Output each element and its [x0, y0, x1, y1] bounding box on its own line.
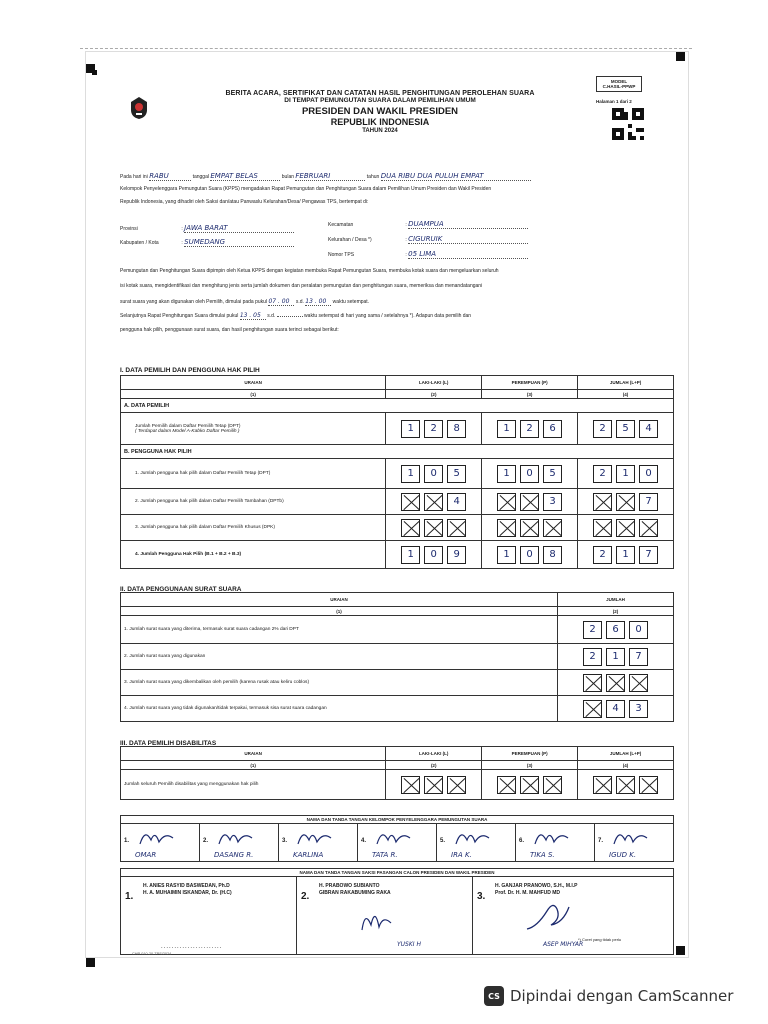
regency-label: Kabupaten / Kota	[120, 240, 159, 246]
day-value: RABU	[149, 172, 169, 180]
footnote: *) Coret yang tidak perlu	[578, 937, 622, 942]
district-label: Kecamatan	[328, 222, 354, 228]
candidate-1-cell	[121, 877, 297, 955]
digit-box: 1	[497, 465, 516, 483]
body-p1: Pemungutan dan Penghitungan Suara dipimpin oleh Ketua KPPS dengan kegiatan membuka Rapat Pemungutan Suara, membuka kotak suara dan mengeluarkan seluruh	[120, 268, 499, 274]
camscanner-logo-icon: CS	[484, 986, 504, 1006]
crossed-digit-box	[520, 493, 539, 511]
col-male: LAKI-LAKI (L)	[386, 376, 482, 390]
digit-group	[561, 674, 670, 692]
district-value: DUAMPUA	[408, 220, 444, 228]
crossed-digit-box	[593, 519, 612, 537]
date-label: tanggal	[192, 174, 209, 180]
camscanner-label: Dipindai dengan CamScanner	[510, 987, 734, 1005]
village-value: CIGURUIK	[408, 235, 443, 243]
col-index: (4)	[578, 390, 674, 399]
camscanner-watermark	[484, 986, 733, 1006]
digit-box: 2	[593, 420, 612, 438]
header-line-5: TAHUN 2024	[362, 128, 398, 134]
row-b3-label: 3. Jumlah pengguna hak pilih dalam Daftar Pemilih Khusus (DPK)	[121, 515, 386, 541]
kpu-logo-icon	[130, 96, 148, 120]
col-female: PEREMPUAN (P)	[482, 376, 578, 390]
kpps-number: 7.	[598, 838, 604, 844]
crossed-digit-box	[447, 776, 466, 794]
month-label: bulan	[281, 174, 294, 180]
digit-box: 4	[447, 493, 466, 511]
section-3-table	[120, 746, 674, 800]
section-2-table	[120, 592, 674, 722]
corner-marker	[676, 946, 685, 955]
signature-table	[120, 815, 674, 862]
digit-box: 9	[447, 546, 466, 564]
body-p3-text: surat suara yang akan digunakan oleh Pemilih, dimulai pada pukul	[120, 299, 268, 305]
corner-marker	[92, 70, 97, 75]
kpps-number: 3.	[282, 838, 288, 844]
regency-value: SUMEDANG	[184, 238, 226, 246]
digit-group	[389, 493, 478, 511]
handwritten-signature-icon	[532, 826, 572, 848]
page-label: Halaman 1 dari 2	[596, 99, 632, 104]
handwritten-signature-icon	[295, 826, 335, 848]
row-a1-note: ( Terdapat dalam Model A-Kabko Daftar Pemilih )	[135, 428, 240, 434]
kpps-number: 6.	[519, 838, 525, 844]
year-label: tahun	[366, 174, 380, 180]
kpps-signature-cell	[437, 824, 516, 862]
digit-box: 0	[424, 465, 443, 483]
row-b2-label: 2. Jumlah pengguna hak pilih dalam Daftar Pemilih Tambahan (DPTb)	[121, 489, 386, 515]
crossed-digit-box	[616, 519, 635, 537]
col-male: LAKI-LAKI (L)	[386, 747, 482, 761]
header-line-1: BERITA ACARA, SERTIFIKAT DAN CATATAN HASIL PENGHITUNGAN PEROLEHAN SUARA	[225, 90, 535, 97]
candidate-3-president: H. GANJAR PRANOWO, S.H., M.I.P	[495, 883, 578, 889]
digit-box: 1	[606, 648, 625, 666]
col-uraian: URAIAN	[121, 593, 558, 607]
candidate-2-signature-icon	[357, 905, 397, 935]
body-p4-end: waktu setempat di hari yang sama / setelahnya *). Adapun data pemilih dan	[304, 313, 472, 319]
col-total: JUMLAH (L+P)	[578, 747, 674, 761]
digit-box: 6	[543, 420, 562, 438]
digit-group	[389, 420, 478, 438]
digit-group	[389, 776, 478, 794]
end-time: 13 . 00	[305, 298, 327, 305]
kpps-signature-title: NAMA DAN TANDA TANGAN KELOMPOK PENYELENGGARA PEMUNGUTAN SUARA	[121, 816, 674, 824]
body-p3-sd: s.d.	[295, 299, 304, 305]
candidate-3-witness: ASEP MIHYAR	[543, 941, 584, 948]
body-p3	[120, 298, 369, 306]
crossed-digit-box	[424, 776, 443, 794]
digit-box: 7	[639, 493, 658, 511]
col-index: (4)	[578, 761, 674, 770]
crossed-digit-box	[593, 493, 612, 511]
body-p4-text: Selanjutnya Rapat Penghitungan Suara dimulai pukul	[120, 313, 239, 319]
digit-box: 0	[520, 465, 539, 483]
village-row: Kelurahan / Desa *) : CIGURUIK	[328, 235, 528, 244]
candidate-1-number: 1.	[125, 891, 134, 902]
digit-box: 8	[447, 420, 466, 438]
crossed-digit-box	[497, 776, 516, 794]
kpps-signature-cell	[279, 824, 358, 862]
crossed-digit-box	[497, 519, 516, 537]
crossed-digit-box	[593, 776, 612, 794]
intro-text-1: Kelompok Penyelenggara Pemungutan Suara (KPPS) mengadakan Rapat Pemungutan dan Penghitungan Suara dalam Pemilihan Umum Presiden dan Wakil Presiden	[120, 186, 492, 192]
candidate-2-vice: GIBRAN RAKABUMING RAKA	[319, 890, 391, 896]
col-index: (2)	[386, 390, 482, 399]
body-p2: isi kotak suara, mengidentifikasi dan menghitung jenis serta jumlah dokumen dan peralatan pemungutan dan penghitungan suara, memeriksa dan menandatangani	[120, 283, 483, 289]
digit-group	[485, 465, 574, 483]
header-line-4: REPUBLIK INDONESIA	[330, 117, 430, 127]
col-uraian: URAIAN	[121, 376, 386, 390]
digit-box: 1	[497, 546, 516, 564]
perforation-line	[80, 48, 692, 49]
digit-box: 2	[593, 546, 612, 564]
count-start-time: 13 . 05	[239, 312, 261, 319]
crossed-digit-box	[583, 700, 602, 718]
start-time: 07 . 00	[268, 298, 290, 305]
intro-text-2: Republik Indonesia, yang dihadiri oleh Saksi dan/atau Panwaslu Kelurahan/Desa/ Pengawas TPS, bertempat di:	[120, 199, 369, 205]
tps-row: Nomor TPS : 05 LIMA	[328, 250, 528, 259]
digit-group	[389, 519, 478, 537]
candidate-3-cell	[473, 877, 674, 955]
crossed-digit-box	[629, 674, 648, 692]
year-value: DUA RIBU DUA PULUH EMPAT	[380, 172, 484, 180]
corner-marker	[676, 52, 685, 61]
model-label: MODEL	[610, 79, 628, 84]
digit-group	[389, 546, 478, 564]
s2-row-2-label: 2. Jumlah surat suara yang digunakan	[121, 644, 558, 670]
kpps-name: IGUD K.	[609, 851, 637, 859]
model-box	[596, 76, 642, 92]
crossed-digit-box	[639, 519, 658, 537]
digit-box: 5	[543, 465, 562, 483]
digit-group	[581, 546, 670, 564]
crossed-digit-box	[616, 776, 635, 794]
kpps-number: 5.	[440, 838, 446, 844]
digit-group	[581, 519, 670, 537]
col-female: PEREMPUAN (P)	[482, 747, 578, 761]
corner-marker	[86, 958, 95, 967]
body-p4	[120, 312, 471, 320]
crossed-digit-box	[401, 776, 420, 794]
crossed-digit-box	[447, 519, 466, 537]
s2-row-1-label: 1. Jumlah surat suara yang diterima, termasuk surat suara cadangan 2% dari DPT	[121, 616, 558, 644]
kpps-signature-cell	[516, 824, 595, 862]
digit-group	[485, 776, 574, 794]
kpps-number: 4.	[361, 838, 367, 844]
kpps-name: KARLINA	[293, 851, 324, 859]
province-row: Provinsi : JAWA BARAT	[120, 224, 294, 233]
candidate-2-cell	[297, 877, 473, 955]
kpps-signature-cell	[121, 824, 200, 862]
s2-row-3-label: 3. Jumlah surat suara yang dikembalikan oleh pemilih (karena rusak atau keliru coblos)	[121, 670, 558, 696]
digit-box: 5	[447, 465, 466, 483]
candidate-2-president: H. PRABOWO SUBIANTO	[319, 883, 380, 889]
subsection-b-title: B. PENGGUNA HAK PILIH	[121, 445, 674, 459]
candidate-2-witness: YUSKI H	[397, 941, 421, 948]
digit-box: 2	[583, 648, 602, 666]
kpps-signature-cell	[595, 824, 674, 862]
crossed-digit-box	[616, 493, 635, 511]
s3-row-1-label: Jumlah seluruh Pemilih disabilitas yang menggunakan hak pilih	[121, 770, 386, 800]
village-label: Kelurahan / Desa *)	[328, 237, 372, 243]
col-index: (2)	[558, 607, 674, 616]
day-label: Pada hari ini	[120, 174, 148, 180]
digit-group	[581, 776, 670, 794]
col-index: (2)	[386, 761, 482, 770]
s2-row-4-label: 4. Jumlah surat suara yang tidak digunakan/tidak terpakai, termasuk sisa surat suara cadangan	[121, 696, 558, 722]
intro-line	[120, 172, 531, 181]
digit-group	[561, 700, 670, 718]
crossed-digit-box	[424, 493, 443, 511]
kpps-name: OMAR	[135, 851, 157, 859]
digit-box: 6	[606, 621, 625, 639]
digit-group	[561, 621, 670, 639]
digit-group	[485, 420, 574, 438]
digit-box: 1	[401, 465, 420, 483]
crossed-digit-box	[639, 776, 658, 794]
handwritten-signature-icon	[611, 826, 651, 848]
crossed-digit-box	[543, 776, 562, 794]
digit-box: 0	[629, 621, 648, 639]
handwritten-signature-icon	[216, 826, 256, 848]
district-row: Kecamatan : DUAMPUA	[328, 220, 528, 229]
document-header	[180, 90, 580, 134]
subsection-a-title: A. DATA PEMILIH	[121, 399, 674, 413]
digit-box: 7	[629, 648, 648, 666]
model-code: C.HASIL-PPWP	[602, 84, 636, 89]
digit-box: 2	[583, 621, 602, 639]
digit-box: 1	[497, 420, 516, 438]
candidate-2-number: 2.	[301, 891, 310, 902]
digit-box: 0	[520, 546, 539, 564]
candidate-3-vice: Prof. Dr. H. M. MAHFUD MD	[495, 890, 560, 896]
row-a1-label	[121, 413, 386, 445]
candidate-1-president: H. ANIES RASYID BASWEDAN, Ph.D	[143, 883, 230, 889]
kpps-name: IRA K.	[451, 851, 472, 859]
candidate-3-number: 3.	[477, 891, 486, 902]
col-total: JUMLAH	[558, 593, 674, 607]
col-index: (1)	[121, 390, 386, 399]
col-index: (3)	[482, 390, 578, 399]
crossed-digit-box	[401, 519, 420, 537]
digit-box: 1	[616, 465, 635, 483]
digit-group	[485, 519, 574, 537]
kpps-signature-cell	[358, 824, 437, 862]
candidate-1-vice: H. A. MUHAIMIN ISKANDAR, Dr. (H.C)	[143, 890, 232, 896]
candidate-3-signature-icon	[523, 897, 573, 935]
digit-box: 1	[401, 546, 420, 564]
handwritten-signature-icon	[137, 826, 177, 848]
digit-box: 2	[424, 420, 443, 438]
section-3-title: III. DATA PEMILIH DISABILITAS	[120, 740, 217, 747]
digit-box: 2	[593, 465, 612, 483]
province-value: JAWA BARAT	[184, 224, 228, 232]
body-p4-sd: s.d.	[267, 313, 276, 319]
digit-box: 0	[639, 465, 658, 483]
col-total: JUMLAH (L+P)	[578, 376, 674, 390]
digit-box: 4	[639, 420, 658, 438]
row-a1-text: Jumlah Pemilih dalam Daftar Pemilih Tetap (DPT)	[135, 423, 241, 429]
col-index: (1)	[121, 761, 386, 770]
kpps-name: DASANG R.	[214, 851, 254, 859]
crossed-digit-box	[497, 493, 516, 511]
crossed-digit-box	[520, 519, 539, 537]
row-b1-label: 1. Jumlah pengguna hak pilih dalam Daftar Pemilih Tetap (DPT)	[121, 459, 386, 489]
digit-box: 2	[520, 420, 539, 438]
qr-code-icon	[612, 108, 644, 140]
digit-group	[485, 493, 574, 511]
col-uraian: URAIAN	[121, 747, 386, 761]
header-line-2: DI TEMPAT PEMUNGUTAN SUARA DALAM PEMILIHAN UMUM	[284, 97, 476, 104]
section-1-title: I. DATA PEMILIH DAN PENGGUNA HAK PILIH	[120, 367, 260, 374]
kpps-signature-row	[121, 824, 674, 862]
kpps-name: TIKA S.	[530, 851, 555, 859]
crossed-digit-box	[520, 776, 539, 794]
digit-group	[561, 648, 670, 666]
crossed-digit-box	[606, 674, 625, 692]
body-p5: pengguna hak pilih, penggunaan surat suara, dan hasil penghitungan suara terinci sebagai berikut:	[120, 327, 339, 333]
handwritten-signature-icon	[374, 826, 414, 848]
tps-label: Nomor TPS	[328, 252, 355, 258]
digit-box: 0	[424, 546, 443, 564]
crossed-digit-box	[424, 519, 443, 537]
kpps-name: TATA R.	[372, 851, 398, 859]
kpps-number: 2.	[203, 838, 209, 844]
body-p3-end: waktu setempat.	[332, 299, 370, 305]
digit-group	[581, 493, 670, 511]
digit-box: 1	[401, 420, 420, 438]
date-value: EMPAT BELAS	[210, 172, 258, 180]
digit-box: 5	[616, 420, 635, 438]
month-value: FEBRUARI	[295, 172, 331, 180]
digit-box: 8	[543, 546, 562, 564]
tps-value: 05 LIMA	[408, 250, 437, 258]
candidate-1-blank: .......................	[161, 944, 223, 950]
crossed-digit-box	[543, 519, 562, 537]
digit-box: 7	[639, 546, 658, 564]
kpps-number: 1.	[124, 838, 130, 844]
crossed-digit-box	[583, 674, 602, 692]
province-label: Provinsi	[120, 226, 138, 232]
col-index: (1)	[121, 607, 558, 616]
section-2-title: II. DATA PENGGUNAAN SURAT SUARA	[120, 586, 242, 593]
digit-box: 3	[629, 700, 648, 718]
handwritten-signature-icon	[453, 826, 493, 848]
saksi-signature-title: NAMA DAN TANDA TANGAN SAKSI PASANGAN CALON PRESIDEN DAN WAKIL PRESIDEN	[121, 869, 674, 877]
header-line-3: PRESIDEN DAN WAKIL PRESIDEN	[301, 106, 459, 117]
crossed-digit-box	[401, 493, 420, 511]
regency-row: Kabupaten / Kota : SUMEDANG	[120, 238, 294, 247]
digit-group	[581, 420, 670, 438]
digit-group	[485, 546, 574, 564]
digit-group	[581, 465, 670, 483]
col-index: (3)	[482, 761, 578, 770]
section-1-table	[120, 375, 674, 569]
form-code: CHR 010-20-TPS/2024	[132, 952, 172, 956]
digit-group	[389, 465, 478, 483]
kpps-signature-cell	[200, 824, 279, 862]
digit-box: 1	[616, 546, 635, 564]
digit-box: 4	[606, 700, 625, 718]
digit-box: 3	[543, 493, 562, 511]
row-b4-label: 4. Jumlah Pengguna Hak Pilih (B.1 + B.2 + B.3)	[121, 541, 386, 569]
